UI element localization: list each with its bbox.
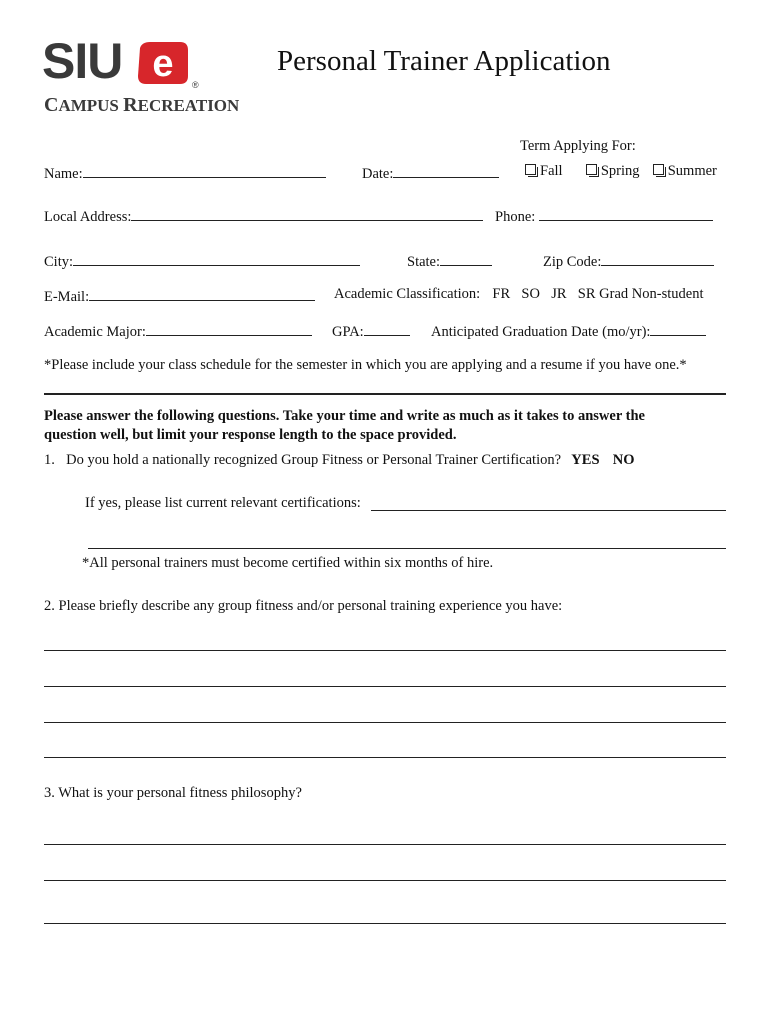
name-field[interactable] xyxy=(44,163,326,183)
graduation-field[interactable] xyxy=(431,321,706,341)
no-option[interactable]: NO xyxy=(612,452,635,468)
answer-3-line-2[interactable] xyxy=(44,880,726,881)
date-line[interactable] xyxy=(393,163,499,178)
class-option-jr[interactable]: JR xyxy=(551,286,567,302)
name-line[interactable] xyxy=(83,163,326,178)
class-option-grad[interactable]: Grad xyxy=(599,286,629,302)
question-3-number: 3. xyxy=(44,785,55,801)
answer-2-line-1[interactable] xyxy=(44,650,726,651)
question-3-text: What is your personal fitness philosophy? xyxy=(58,785,302,801)
academic-major-line[interactable] xyxy=(146,321,312,336)
section-divider xyxy=(44,393,726,395)
logo-e-mark xyxy=(136,40,190,86)
spring-checkbox[interactable] xyxy=(586,164,597,175)
question-2 xyxy=(44,598,562,615)
state-field[interactable] xyxy=(407,251,492,271)
answer-2-line-3[interactable] xyxy=(44,722,726,723)
question-1 xyxy=(44,452,635,469)
phone-field[interactable] xyxy=(495,206,713,226)
class-option-non-student[interactable]: Non-student xyxy=(631,286,704,302)
city-label: City: xyxy=(44,254,74,270)
zip-field[interactable] xyxy=(543,251,714,271)
question-3 xyxy=(44,785,302,802)
question-2-text: Please briefly describe any group fitness and/or personal training experience you have: xyxy=(58,598,563,614)
phone-line[interactable] xyxy=(539,206,713,221)
gpa-label: GPA: xyxy=(332,324,364,340)
graduation-line[interactable] xyxy=(650,321,706,336)
certifications-line-2[interactable] xyxy=(88,548,726,549)
answer-2-line-2[interactable] xyxy=(44,686,726,687)
certifications-prompt: If yes, please list current relevant certifications: xyxy=(85,495,361,511)
logo-registered: ® xyxy=(192,80,199,90)
email-field[interactable] xyxy=(44,286,315,306)
term-options xyxy=(525,163,717,180)
date-field[interactable] xyxy=(362,163,499,183)
phone-label: Phone: xyxy=(495,209,536,225)
instructions-line-1: Please answer the following questions. Take your time and write as much as it takes to answer the xyxy=(44,408,645,424)
zip-line[interactable] xyxy=(601,251,714,266)
email-label: E-Mail: xyxy=(44,289,90,305)
question-1-text: Do you hold a nationally recognized Group Fitness or Personal Trainer Certification? xyxy=(66,452,562,468)
certification-note: *All personal trainers must become certified within six months of hire. xyxy=(82,555,494,571)
class-option-so[interactable]: SO xyxy=(521,286,540,302)
logo-siu-text: SIU xyxy=(42,33,123,89)
summer-checkbox[interactable] xyxy=(653,164,664,175)
certifications-line-1[interactable] xyxy=(371,510,726,511)
date-label: Date: xyxy=(362,166,394,182)
academic-major-label: Academic Major: xyxy=(44,324,146,340)
term-summer-option[interactable]: Summer xyxy=(653,163,717,179)
term-fall-option[interactable]: Fall xyxy=(525,163,563,179)
name-label: Name: xyxy=(44,166,83,182)
question-1-number: 1. xyxy=(44,452,55,468)
logo-e-letter: e xyxy=(152,43,174,85)
answer-2-line-4[interactable] xyxy=(44,757,726,758)
class-option-sr[interactable]: SR xyxy=(577,286,596,302)
academic-classification xyxy=(334,286,703,303)
term-heading: Term Applying For: xyxy=(520,138,636,154)
class-option-fr[interactable]: FR xyxy=(492,286,511,302)
graduation-label: Anticipated Graduation Date (mo/yr): xyxy=(431,324,651,340)
instructions-line-2: question well, but limit your response length to the space provided. xyxy=(44,427,457,443)
email-line[interactable] xyxy=(89,286,315,301)
state-label: State: xyxy=(407,254,441,270)
yes-option[interactable]: YES xyxy=(571,452,600,468)
local-address-line[interactable] xyxy=(131,206,483,221)
fall-checkbox[interactable] xyxy=(525,164,536,175)
schedule-note: *Please include your class schedule for the semester in which you are applying and a resume if you have one.* xyxy=(44,357,687,373)
answer-3-line-1[interactable] xyxy=(44,844,726,845)
gpa-line[interactable] xyxy=(364,321,410,336)
logo-campus-recreation: CAMPUS RECREATION xyxy=(44,94,240,116)
city-field[interactable] xyxy=(44,251,360,271)
gpa-field[interactable] xyxy=(332,321,410,341)
question-2-number: 2. xyxy=(44,598,55,614)
local-address-field[interactable] xyxy=(44,206,483,226)
answer-3-line-3[interactable] xyxy=(44,923,726,924)
academic-major-field[interactable] xyxy=(44,321,312,341)
page-title: Personal Trainer Application xyxy=(277,45,611,77)
academic-classification-label: Academic Classification: xyxy=(334,286,481,302)
term-spring-option[interactable]: Spring xyxy=(586,163,640,179)
state-line[interactable] xyxy=(440,251,492,266)
zip-label: Zip Code: xyxy=(543,254,602,270)
local-address-label: Local Address: xyxy=(44,209,132,225)
city-line[interactable] xyxy=(73,251,360,266)
